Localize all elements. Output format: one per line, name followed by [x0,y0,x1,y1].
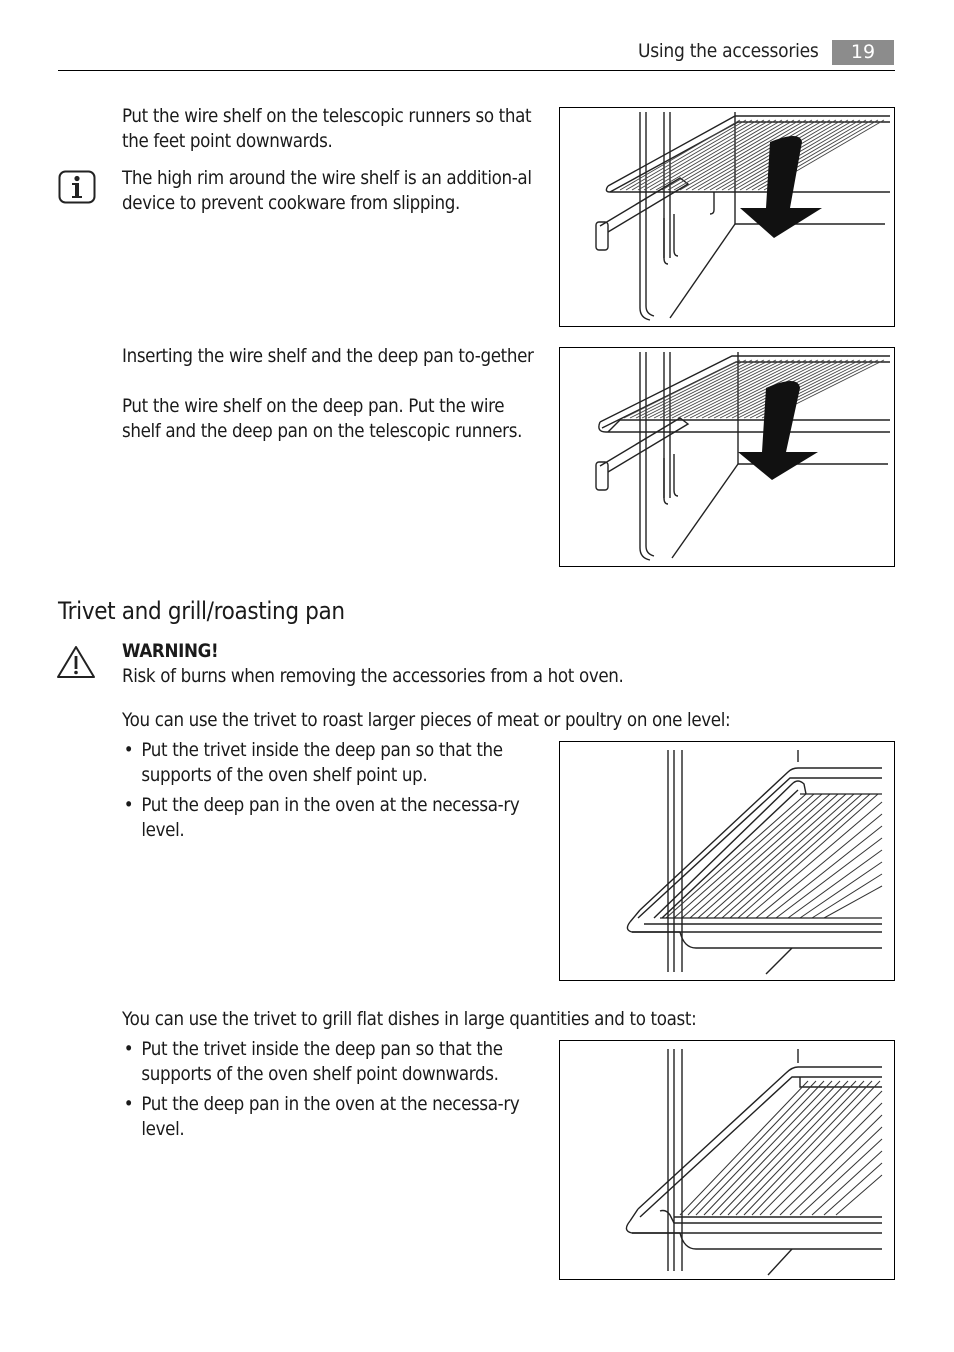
page-number: 19 [832,40,894,65]
section-title-trivet: Trivet and grill/roasting pan [58,597,345,625]
header-section-title: Using the accessories [637,40,818,62]
grill-intro: You can use the trivet to grill flat dishes in large quantities and to toast: [122,1008,697,1030]
roast-intro: You can use the trivet to roast larger pieces of meat or poultry on one level: [122,709,731,731]
grill-step: • Put the deep pan in the oven at the necessa-ry level. [122,1092,527,1142]
warning-text: Risk of burns when removing the accessories from a hot oven. [122,665,624,687]
info-icon [58,170,96,204]
grill-steps-list [122,1037,527,1147]
figure-shelf-and-pan-insertion [559,347,895,567]
warning-triangle-icon [56,645,96,679]
header-rule [58,70,895,71]
roast-steps-list [122,738,527,848]
wire-shelf-info-note: The high rim around the wire shelf is an addition-al device to prevent cookware from slipping. [122,167,532,214]
together-heading: Inserting the wire shelf and the deep pan to-gether [122,345,534,367]
wire-shelf-instruction: Put the wire shelf on the telescopic runners so that the feet point downwards. [122,105,532,152]
figure-wire-shelf-insertion [559,107,895,327]
roast-step: • Put the deep pan in the oven at the necessa-ry level. [122,793,527,843]
figure-trivet-supports-down [559,1040,895,1280]
grill-step: • Put the trivet inside the deep pan so that the supports of the oven shelf point downwards. [122,1037,527,1087]
together-instruction: Put the wire shelf on the deep pan. Put the wire shelf and the deep pan on the telescopic runners. [122,395,523,442]
roast-step: • Put the trivet inside the deep pan so that the supports of the oven shelf point up. [122,738,527,788]
figure-trivet-supports-up [559,741,895,981]
warning-label: WARNING! [122,640,219,662]
